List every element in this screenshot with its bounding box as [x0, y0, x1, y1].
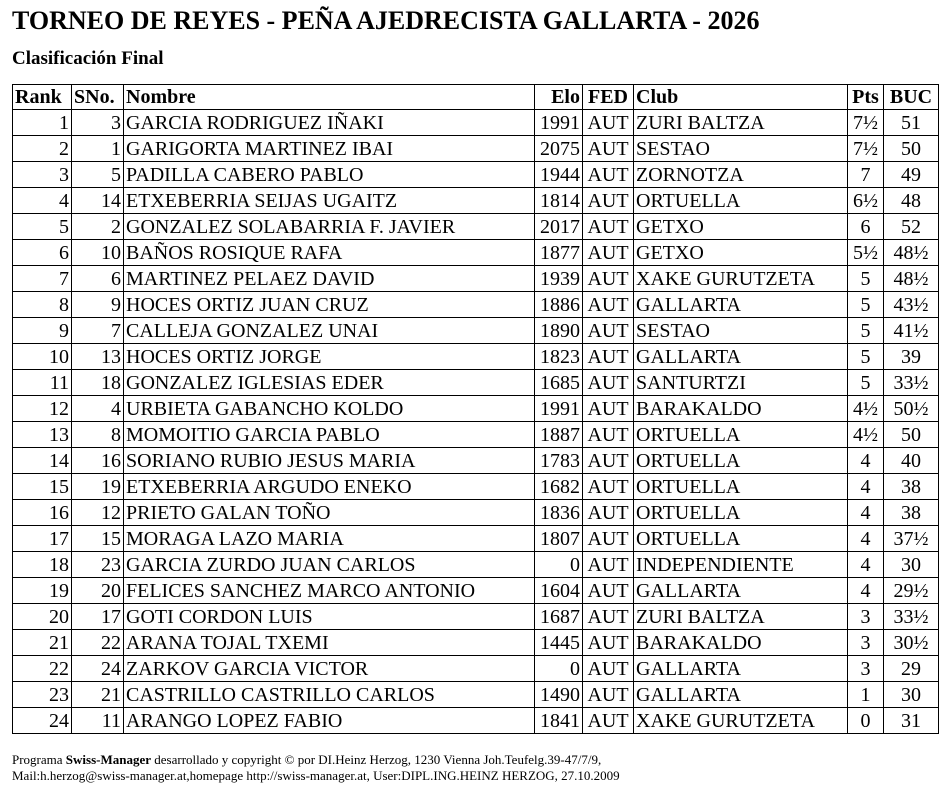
cell-sno: 23 [72, 552, 124, 578]
column-header-pts: Pts [848, 85, 884, 110]
cell-elo: 1991 [535, 110, 583, 136]
cell-club: SESTAO [634, 318, 848, 344]
cell-rank: 24 [13, 708, 72, 734]
table-row [13, 162, 939, 188]
cell-buc: 50½ [884, 396, 939, 422]
cell-club: GALLARTA [634, 292, 848, 318]
cell-rank: 2 [13, 136, 72, 162]
cell-buc: 37½ [884, 526, 939, 552]
cell-nombre: GOTI CORDON LUIS [124, 604, 535, 630]
cell-fed: AUT [583, 370, 634, 396]
cell-elo: 1939 [535, 266, 583, 292]
table-row [13, 318, 939, 344]
cell-nombre: CALLEJA GONZALEZ UNAI [124, 318, 535, 344]
cell-sno: 15 [72, 526, 124, 552]
table-row [13, 188, 939, 214]
cell-buc: 50 [884, 136, 939, 162]
table-row [13, 266, 939, 292]
cell-nombre: URBIETA GABANCHO KOLDO [124, 396, 535, 422]
cell-pts: 4 [848, 578, 884, 604]
cell-nombre: MARTINEZ PELAEZ DAVID [124, 266, 535, 292]
footer-prefix: Programa [12, 752, 63, 767]
footer-program-name: Swiss-Manager [65, 752, 152, 767]
cell-pts: 4½ [848, 396, 884, 422]
cell-pts: 7½ [848, 136, 884, 162]
cell-fed: AUT [583, 656, 634, 682]
cell-buc: 29½ [884, 578, 939, 604]
cell-buc: 48½ [884, 266, 939, 292]
cell-elo: 1604 [535, 578, 583, 604]
cell-club: GALLARTA [634, 656, 848, 682]
cell-rank: 4 [13, 188, 72, 214]
table-row [13, 526, 939, 552]
cell-club: GALLARTA [634, 578, 848, 604]
cell-rank: 22 [13, 656, 72, 682]
cell-sno: 14 [72, 188, 124, 214]
cell-pts: 4 [848, 500, 884, 526]
table-header-row [13, 85, 939, 110]
column-header-fed: FED [583, 85, 634, 110]
cell-pts: 5 [848, 344, 884, 370]
cell-pts: 4 [848, 448, 884, 474]
cell-elo: 1783 [535, 448, 583, 474]
cell-rank: 19 [13, 578, 72, 604]
table-row [13, 370, 939, 396]
footer-line-1 [12, 752, 620, 768]
standings-body [13, 110, 939, 734]
cell-elo: 1687 [535, 604, 583, 630]
cell-fed: AUT [583, 266, 634, 292]
cell-pts: 1 [848, 682, 884, 708]
cell-elo: 1890 [535, 318, 583, 344]
cell-pts: 4 [848, 526, 884, 552]
cell-club: GETXO [634, 240, 848, 266]
cell-fed: AUT [583, 292, 634, 318]
table-row [13, 344, 939, 370]
cell-rank: 18 [13, 552, 72, 578]
cell-buc: 41½ [884, 318, 939, 344]
cell-club: ZURI BALTZA [634, 110, 848, 136]
cell-club: GALLARTA [634, 344, 848, 370]
cell-sno: 21 [72, 682, 124, 708]
cell-pts: 3 [848, 604, 884, 630]
cell-club: ORTUELLA [634, 526, 848, 552]
table-row [13, 448, 939, 474]
cell-pts: 6½ [848, 188, 884, 214]
cell-fed: AUT [583, 500, 634, 526]
cell-rank: 10 [13, 344, 72, 370]
table-row [13, 396, 939, 422]
cell-elo: 1807 [535, 526, 583, 552]
cell-fed: AUT [583, 396, 634, 422]
table-row [13, 110, 939, 136]
cell-nombre: GARCIA ZURDO JUAN CARLOS [124, 552, 535, 578]
cell-sno: 9 [72, 292, 124, 318]
cell-club: ORTUELLA [634, 422, 848, 448]
cell-club: BARAKALDO [634, 630, 848, 656]
cell-nombre: ETXEBERRIA ARGUDO ENEKO [124, 474, 535, 500]
cell-rank: 1 [13, 110, 72, 136]
cell-buc: 40 [884, 448, 939, 474]
cell-elo: 1886 [535, 292, 583, 318]
table-row [13, 292, 939, 318]
cell-sno: 22 [72, 630, 124, 656]
cell-rank: 6 [13, 240, 72, 266]
cell-nombre: ARANA TOJAL TXEMI [124, 630, 535, 656]
footer [12, 752, 620, 784]
cell-fed: AUT [583, 474, 634, 500]
cell-nombre: HOCES ORTIZ JORGE [124, 344, 535, 370]
cell-pts: 7 [848, 162, 884, 188]
cell-sno: 12 [72, 500, 124, 526]
cell-nombre: ARANGO LOPEZ FABIO [124, 708, 535, 734]
column-header-club: Club [634, 85, 848, 110]
cell-fed: AUT [583, 162, 634, 188]
table-row [13, 578, 939, 604]
cell-rank: 8 [13, 292, 72, 318]
cell-pts: 4 [848, 552, 884, 578]
cell-fed: AUT [583, 136, 634, 162]
cell-sno: 10 [72, 240, 124, 266]
table-row [13, 708, 939, 734]
cell-sno: 11 [72, 708, 124, 734]
cell-elo: 1944 [535, 162, 583, 188]
cell-buc: 31 [884, 708, 939, 734]
cell-nombre: PRIETO GALAN TOÑO [124, 500, 535, 526]
cell-club: ORTUELLA [634, 448, 848, 474]
cell-sno: 18 [72, 370, 124, 396]
cell-elo: 2075 [535, 136, 583, 162]
cell-fed: AUT [583, 188, 634, 214]
standings-table [12, 84, 939, 734]
table-row [13, 136, 939, 162]
cell-fed: AUT [583, 630, 634, 656]
cell-elo: 1836 [535, 500, 583, 526]
cell-elo: 1991 [535, 396, 583, 422]
cell-rank: 17 [13, 526, 72, 552]
cell-pts: 5½ [848, 240, 884, 266]
cell-fed: AUT [583, 682, 634, 708]
cell-rank: 13 [13, 422, 72, 448]
cell-sno: 1 [72, 136, 124, 162]
table-row [13, 422, 939, 448]
cell-nombre: SORIANO RUBIO JESUS MARIA [124, 448, 535, 474]
cell-rank: 21 [13, 630, 72, 656]
cell-buc: 38 [884, 474, 939, 500]
cell-rank: 16 [13, 500, 72, 526]
cell-sno: 2 [72, 214, 124, 240]
cell-club: ORTUELLA [634, 500, 848, 526]
column-header-rank: Rank [13, 85, 72, 110]
cell-club: GALLARTA [634, 682, 848, 708]
cell-pts: 3 [848, 630, 884, 656]
cell-club: ORTUELLA [634, 474, 848, 500]
cell-sno: 20 [72, 578, 124, 604]
cell-rank: 15 [13, 474, 72, 500]
cell-club: BARAKALDO [634, 396, 848, 422]
cell-sno: 13 [72, 344, 124, 370]
cell-rank: 20 [13, 604, 72, 630]
cell-sno: 7 [72, 318, 124, 344]
cell-fed: AUT [583, 578, 634, 604]
cell-sno: 8 [72, 422, 124, 448]
cell-rank: 5 [13, 214, 72, 240]
cell-buc: 30 [884, 552, 939, 578]
table-row [13, 630, 939, 656]
cell-pts: 0 [848, 708, 884, 734]
cell-buc: 43½ [884, 292, 939, 318]
cell-nombre: GONZALEZ SOLABARRIA F. JAVIER [124, 214, 535, 240]
cell-sno: 5 [72, 162, 124, 188]
cell-nombre: GARIGORTA MARTINEZ IBAI [124, 136, 535, 162]
cell-sno: 17 [72, 604, 124, 630]
column-header-elo: Elo [535, 85, 583, 110]
cell-elo: 1814 [535, 188, 583, 214]
table-row [13, 656, 939, 682]
table-row [13, 474, 939, 500]
cell-buc: 52 [884, 214, 939, 240]
cell-buc: 38 [884, 500, 939, 526]
cell-club: GETXO [634, 214, 848, 240]
cell-rank: 23 [13, 682, 72, 708]
cell-sno: 3 [72, 110, 124, 136]
cell-nombre: GARCIA RODRIGUEZ IÑAKI [124, 110, 535, 136]
cell-fed: AUT [583, 604, 634, 630]
cell-club: ZURI BALTZA [634, 604, 848, 630]
cell-elo: 1445 [535, 630, 583, 656]
cell-fed: AUT [583, 110, 634, 136]
cell-nombre: MOMOITIO GARCIA PABLO [124, 422, 535, 448]
table-row [13, 240, 939, 266]
cell-elo: 0 [535, 656, 583, 682]
cell-nombre: FELICES SANCHEZ MARCO ANTONIO [124, 578, 535, 604]
cell-sno: 24 [72, 656, 124, 682]
cell-nombre: BAÑOS ROSIQUE RAFA [124, 240, 535, 266]
cell-sno: 6 [72, 266, 124, 292]
cell-nombre: ZARKOV GARCIA VICTOR [124, 656, 535, 682]
page-title: TORNEO DE REYES - PEÑA AJEDRECISTA GALLARTA - 2026 [12, 6, 760, 35]
cell-buc: 50 [884, 422, 939, 448]
cell-elo: 1877 [535, 240, 583, 266]
cell-buc: 48 [884, 188, 939, 214]
cell-elo: 1841 [535, 708, 583, 734]
footer-line-2: Mail:h.herzog@swiss-manager.at,homepage http://swiss-manager.at, User:DIPL.ING.HEINZ HERZOG, 27.10.2009 [12, 768, 620, 783]
cell-elo: 1823 [535, 344, 583, 370]
column-header-nombre: Nombre [124, 85, 535, 110]
cell-elo: 1490 [535, 682, 583, 708]
cell-fed: AUT [583, 318, 634, 344]
cell-sno: 19 [72, 474, 124, 500]
cell-buc: 30 [884, 682, 939, 708]
cell-club: XAKE GURUTZETA [634, 266, 848, 292]
cell-elo: 1682 [535, 474, 583, 500]
cell-nombre: PADILLA CABERO PABLO [124, 162, 535, 188]
cell-rank: 12 [13, 396, 72, 422]
cell-buc: 30½ [884, 630, 939, 656]
cell-club: ZORNOTZA [634, 162, 848, 188]
cell-buc: 48½ [884, 240, 939, 266]
cell-pts: 5 [848, 370, 884, 396]
cell-fed: AUT [583, 708, 634, 734]
cell-pts: 3 [848, 656, 884, 682]
cell-fed: AUT [583, 240, 634, 266]
cell-buc: 29 [884, 656, 939, 682]
cell-pts: 5 [848, 292, 884, 318]
cell-pts: 6 [848, 214, 884, 240]
cell-nombre: GONZALEZ IGLESIAS EDER [124, 370, 535, 396]
column-header-buc: BUC [884, 85, 939, 110]
cell-pts: 7½ [848, 110, 884, 136]
cell-nombre: ETXEBERRIA SEIJAS UGAITZ [124, 188, 535, 214]
table-row [13, 682, 939, 708]
cell-buc: 39 [884, 344, 939, 370]
cell-elo: 1685 [535, 370, 583, 396]
footer-copyright: desarrollado y copyright © por DI.Heinz Herzog, 1230 Vienna Joh.Teufelg.39-47/7/9, [154, 752, 602, 767]
cell-sno: 4 [72, 396, 124, 422]
table-row [13, 214, 939, 240]
cell-nombre: MORAGA LAZO MARIA [124, 526, 535, 552]
cell-club: SESTAO [634, 136, 848, 162]
cell-pts: 4 [848, 474, 884, 500]
cell-buc: 33½ [884, 370, 939, 396]
cell-buc: 49 [884, 162, 939, 188]
cell-rank: 11 [13, 370, 72, 396]
cell-elo: 1887 [535, 422, 583, 448]
table-row [13, 500, 939, 526]
cell-rank: 7 [13, 266, 72, 292]
cell-rank: 14 [13, 448, 72, 474]
cell-nombre: HOCES ORTIZ JUAN CRUZ [124, 292, 535, 318]
cell-fed: AUT [583, 214, 634, 240]
cell-club: XAKE GURUTZETA [634, 708, 848, 734]
cell-club: SANTURTZI [634, 370, 848, 396]
cell-fed: AUT [583, 448, 634, 474]
cell-pts: 4½ [848, 422, 884, 448]
cell-fed: AUT [583, 526, 634, 552]
cell-fed: AUT [583, 422, 634, 448]
page-subtitle: Clasificación Final [12, 48, 164, 69]
cell-fed: AUT [583, 552, 634, 578]
cell-pts: 5 [848, 266, 884, 292]
cell-pts: 5 [848, 318, 884, 344]
cell-rank: 3 [13, 162, 72, 188]
cell-sno: 16 [72, 448, 124, 474]
cell-rank: 9 [13, 318, 72, 344]
cell-fed: AUT [583, 344, 634, 370]
cell-club: INDEPENDIENTE [634, 552, 848, 578]
column-header-sno: SNo. [72, 85, 124, 110]
cell-nombre: CASTRILLO CASTRILLO CARLOS [124, 682, 535, 708]
cell-elo: 0 [535, 552, 583, 578]
cell-elo: 2017 [535, 214, 583, 240]
cell-buc: 33½ [884, 604, 939, 630]
cell-buc: 51 [884, 110, 939, 136]
table-row [13, 604, 939, 630]
table-row [13, 552, 939, 578]
cell-club: ORTUELLA [634, 188, 848, 214]
